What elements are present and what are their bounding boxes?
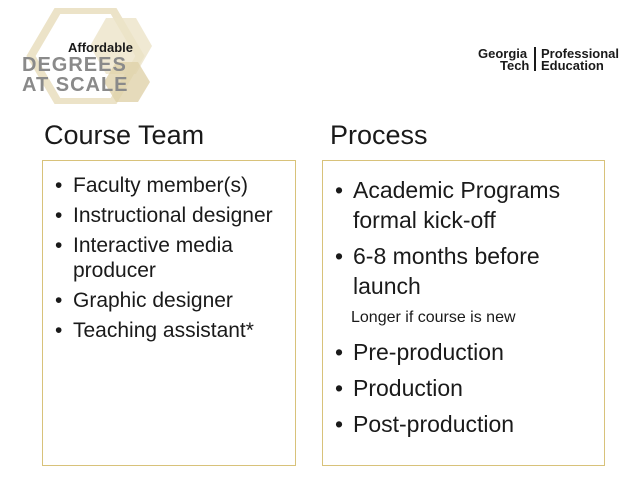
course-team-list [73, 173, 288, 348]
process-box [322, 160, 605, 466]
affordable-degrees-logo [18, 8, 168, 104]
logo-education: Education [541, 58, 604, 73]
list-item: • Production [353, 373, 603, 403]
list-item: • Graphic designer [73, 288, 288, 313]
logo-line-at-scale: AT SCALE [22, 74, 129, 96]
logo-professional: Professional [541, 46, 620, 61]
logo-line-degrees: DEGREES [22, 54, 127, 76]
course-team-title: Course Team [44, 120, 205, 150]
logo-divider [534, 47, 536, 71]
course-team-box [42, 160, 296, 466]
list-item: • Pre-production [353, 337, 603, 367]
list-item: • Interactive media producer [73, 233, 288, 283]
list-item: • Teaching assistant* [73, 318, 288, 343]
logo-georgia: Georgia [478, 46, 528, 61]
process-note: Longer if course is new [351, 309, 516, 326]
logo-tech: Tech [500, 58, 530, 73]
list-item: • 6-8 months before launch [353, 241, 603, 301]
list-item: • Post-production [353, 409, 603, 439]
list-item: • Instructional designer [73, 203, 288, 228]
process-title: Process [330, 120, 428, 150]
process-list [353, 175, 603, 445]
list-item: • Academic Programs formal kick-off [353, 175, 603, 235]
georgia-tech-pe-logo [470, 46, 630, 72]
list-item: • Faculty member(s) [73, 173, 288, 198]
logo-line-affordable: Affordable [68, 40, 133, 55]
